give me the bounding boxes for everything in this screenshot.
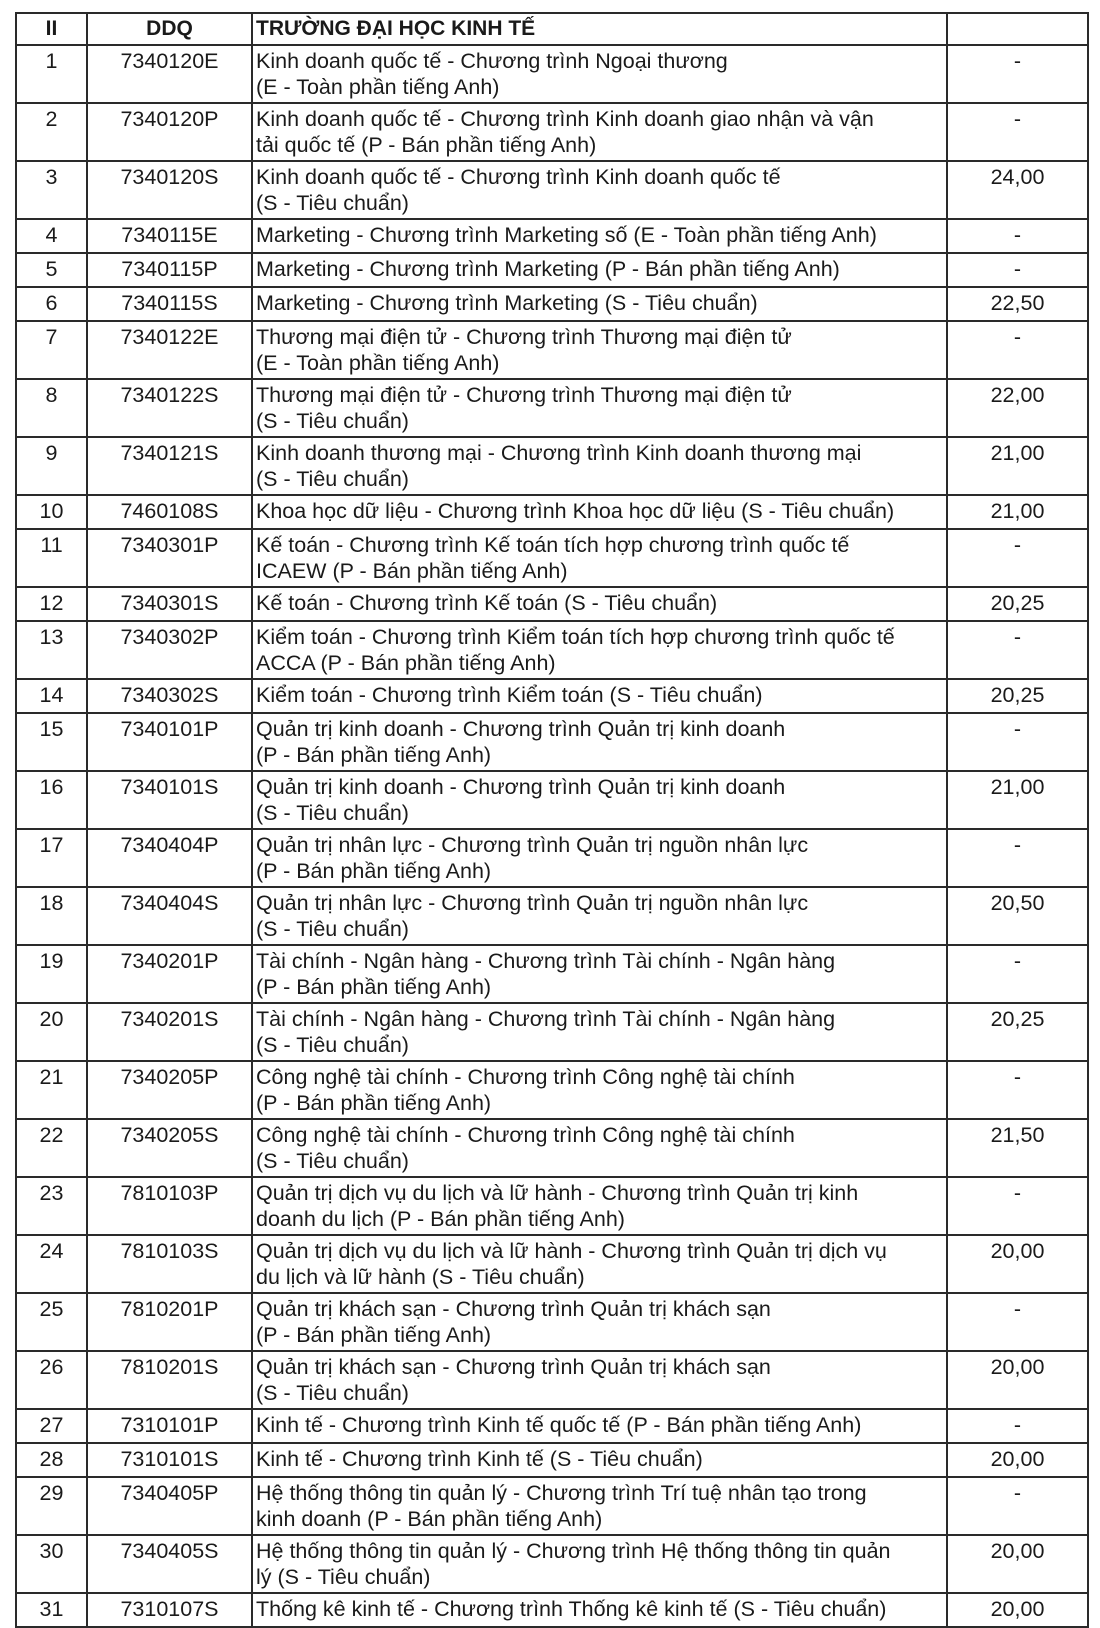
table-row — [16, 161, 1088, 219]
row-major-code: 7340115E — [87, 219, 252, 253]
table-row — [16, 771, 1088, 829]
table-row — [16, 321, 1088, 379]
row-stt: 20 — [16, 1003, 87, 1061]
program-name-line: Công nghệ tài chính - Chương trình Công nghệ tài chính — [256, 1123, 795, 1147]
program-name-line: Hệ thống thông tin quản lý - Chương trình Trí tuệ nhân tạo trong — [256, 1481, 867, 1505]
program-name-line: Quản trị dịch vụ du lịch và lữ hành - Chương trình Quản trị kinh — [256, 1181, 859, 1205]
table-row — [16, 1351, 1088, 1409]
program-name-line: Công nghệ tài chính - Chương trình Công nghệ tài chính — [256, 1065, 795, 1089]
table-row — [16, 1177, 1088, 1235]
row-score: - — [947, 1477, 1088, 1535]
row-major-code: 7340115P — [87, 253, 252, 287]
row-score: 20,00 — [947, 1351, 1088, 1409]
row-score: 20,50 — [947, 887, 1088, 945]
table-row — [16, 1477, 1088, 1535]
row-score: - — [947, 45, 1088, 103]
table-row — [16, 379, 1088, 437]
row-stt: 25 — [16, 1293, 87, 1351]
row-major-code: 7310101S — [87, 1443, 252, 1477]
row-program-name — [252, 321, 947, 379]
row-major-code: 7340404P — [87, 829, 252, 887]
row-stt: 3 — [16, 161, 87, 219]
table-row — [16, 1061, 1088, 1119]
row-program-name — [252, 587, 947, 621]
row-major-code: 7310107S — [87, 1593, 252, 1627]
row-program-name — [252, 1235, 947, 1293]
table-row — [16, 679, 1088, 713]
row-program-name — [252, 829, 947, 887]
program-name-line: (E - Toàn phần tiếng Anh) — [256, 75, 500, 99]
row-program-name — [252, 1351, 947, 1409]
row-score: - — [947, 253, 1088, 287]
program-name-line: Hệ thống thông tin quản lý - Chương trình Hệ thống thông tin quản — [256, 1539, 891, 1563]
program-name-line: Quản trị nhân lực - Chương trình Quản trị nguồn nhân lực — [256, 891, 809, 915]
row-stt: 12 — [16, 587, 87, 621]
row-program-name — [252, 437, 947, 495]
program-name-line: (P - Bán phần tiếng Anh) — [256, 975, 492, 999]
row-major-code: 7340121S — [87, 437, 252, 495]
row-program-name — [252, 713, 947, 771]
row-program-name — [252, 679, 947, 713]
program-name-line: Kinh doanh quốc tế - Chương trình Kinh doanh giao nhận và vận — [256, 107, 874, 131]
program-name-line: Thương mại điện tử - Chương trình Thương mại điện tử — [256, 383, 792, 407]
table-row — [16, 1235, 1088, 1293]
row-program-name — [252, 219, 947, 253]
table-row — [16, 437, 1088, 495]
row-major-code: 7340205P — [87, 1061, 252, 1119]
row-program-name — [252, 1477, 947, 1535]
table-row — [16, 713, 1088, 771]
table-row — [16, 529, 1088, 587]
program-name-line: du lịch và lữ hành (S - Tiêu chuẩn) — [256, 1265, 585, 1289]
row-major-code: 7810103S — [87, 1235, 252, 1293]
program-name-line: Kế toán - Chương trình Kế toán tích hợp chương trình quốc tế — [256, 533, 850, 557]
row-score: - — [947, 945, 1088, 1003]
table-row — [16, 1535, 1088, 1593]
row-stt: 8 — [16, 379, 87, 437]
program-name-line: Quản trị khách sạn - Chương trình Quản trị khách sạn — [256, 1297, 771, 1321]
row-score: 20,25 — [947, 1003, 1088, 1061]
row-score: 21,00 — [947, 495, 1088, 529]
row-major-code: 7340201P — [87, 945, 252, 1003]
program-name-line: Kinh tế - Chương trình Kinh tế (S - Tiêu chuẩn) — [256, 1447, 703, 1471]
program-name-line: (S - Tiêu chuẩn) — [256, 801, 409, 825]
row-stt: 16 — [16, 771, 87, 829]
row-major-code: 7340301S — [87, 587, 252, 621]
table-row — [16, 945, 1088, 1003]
row-program-name — [252, 945, 947, 1003]
table-row — [16, 1003, 1088, 1061]
row-stt: 22 — [16, 1119, 87, 1177]
row-program-name — [252, 1061, 947, 1119]
row-stt: 24 — [16, 1235, 87, 1293]
row-score: - — [947, 321, 1088, 379]
program-name-line: Kiểm toán - Chương trình Kiểm toán (S - Tiêu chuẩn) — [256, 683, 763, 707]
program-name-line: ICAEW (P - Bán phần tiếng Anh) — [256, 559, 568, 583]
row-major-code: 7810201S — [87, 1351, 252, 1409]
program-name-line: (S - Tiêu chuẩn) — [256, 409, 409, 433]
program-name-line: kinh doanh (P - Bán phần tiếng Anh) — [256, 1507, 603, 1531]
row-stt: 30 — [16, 1535, 87, 1593]
row-score: 20,00 — [947, 1443, 1088, 1477]
row-score: - — [947, 103, 1088, 161]
program-name-line: (S - Tiêu chuẩn) — [256, 1381, 409, 1405]
row-stt: 18 — [16, 887, 87, 945]
program-name-line: (S - Tiêu chuẩn) — [256, 467, 409, 491]
row-stt: 27 — [16, 1409, 87, 1443]
table-row — [16, 621, 1088, 679]
row-program-name — [252, 253, 947, 287]
row-program-name — [252, 771, 947, 829]
row-score: 21,50 — [947, 1119, 1088, 1177]
row-score: 20,25 — [947, 587, 1088, 621]
row-major-code: 7810201P — [87, 1293, 252, 1351]
row-score: - — [947, 621, 1088, 679]
row-stt: 5 — [16, 253, 87, 287]
program-name-line: Marketing - Chương trình Marketing (S - Tiêu chuẩn) — [256, 291, 758, 315]
row-program-name — [252, 1593, 947, 1627]
program-name-line: Kinh tế - Chương trình Kinh tế quốc tế (P - Bán phần tiếng Anh) — [256, 1413, 862, 1437]
program-name-line: Kế toán - Chương trình Kế toán (S - Tiêu chuẩn) — [256, 591, 718, 615]
row-program-name — [252, 1119, 947, 1177]
row-major-code: 7310101P — [87, 1409, 252, 1443]
table-row — [16, 287, 1088, 321]
program-name-line: Kiểm toán - Chương trình Kiểm toán tích hợp chương trình quốc tế — [256, 625, 895, 649]
program-name-line: Thống kê kinh tế - Chương trình Thống kê kinh tế (S - Tiêu chuẩn) — [256, 1597, 887, 1621]
program-name-line: Tài chính - Ngân hàng - Chương trình Tài chính - Ngân hàng — [256, 949, 836, 973]
row-score: 21,00 — [947, 437, 1088, 495]
row-stt: 15 — [16, 713, 87, 771]
row-score: 21,00 — [947, 771, 1088, 829]
row-program-name — [252, 1443, 947, 1477]
row-stt: 19 — [16, 945, 87, 1003]
row-major-code: 7340302S — [87, 679, 252, 713]
row-program-name — [252, 495, 947, 529]
table-row — [16, 587, 1088, 621]
header-school-code: DDQ — [87, 13, 252, 45]
row-program-name — [252, 103, 947, 161]
program-name-line: Tài chính - Ngân hàng - Chương trình Tài chính - Ngân hàng — [256, 1007, 836, 1031]
row-program-name — [252, 529, 947, 587]
row-stt: 28 — [16, 1443, 87, 1477]
row-score: 20,25 — [947, 679, 1088, 713]
program-name-line: Kinh doanh thương mại - Chương trình Kinh doanh thương mại — [256, 441, 862, 465]
row-stt: 23 — [16, 1177, 87, 1235]
program-name-line: tải quốc tế (P - Bán phần tiếng Anh) — [256, 133, 597, 157]
row-major-code: 7340201S — [87, 1003, 252, 1061]
program-name-line: (E - Toàn phần tiếng Anh) — [256, 351, 500, 375]
row-major-code: 7340404S — [87, 887, 252, 945]
row-major-code: 7340405S — [87, 1535, 252, 1593]
row-score: - — [947, 219, 1088, 253]
program-name-line: Kinh doanh quốc tế - Chương trình Ngoại thương — [256, 49, 728, 73]
table-row — [16, 495, 1088, 529]
table-row — [16, 829, 1088, 887]
row-score: 20,00 — [947, 1593, 1088, 1627]
table-header-row — [16, 13, 1088, 45]
row-major-code: 7340301P — [87, 529, 252, 587]
row-major-code: 7340205S — [87, 1119, 252, 1177]
row-score: - — [947, 829, 1088, 887]
row-score: - — [947, 1293, 1088, 1351]
row-major-code: 7340101S — [87, 771, 252, 829]
row-stt: 14 — [16, 679, 87, 713]
row-major-code: 7340302P — [87, 621, 252, 679]
program-name-line: Thương mại điện tử - Chương trình Thương mại điện tử — [256, 325, 792, 349]
program-name-line: Marketing - Chương trình Marketing số (E - Toàn phần tiếng Anh) — [256, 223, 877, 247]
table-row — [16, 1443, 1088, 1477]
program-name-line: (S - Tiêu chuẩn) — [256, 1033, 409, 1057]
program-name-line: Khoa học dữ liệu - Chương trình Khoa học dữ liệu (S - Tiêu chuẩn) — [256, 499, 895, 523]
table-row — [16, 1119, 1088, 1177]
row-major-code: 7340120E — [87, 45, 252, 103]
program-name-line: Quản trị kinh doanh - Chương trình Quản trị kinh doanh — [256, 775, 786, 799]
row-program-name — [252, 1409, 947, 1443]
program-name-line: Kinh doanh quốc tế - Chương trình Kinh doanh quốc tế — [256, 165, 781, 189]
program-name-line: Marketing - Chương trình Marketing (P - Bán phần tiếng Anh) — [256, 257, 840, 281]
row-stt: 21 — [16, 1061, 87, 1119]
row-stt: 7 — [16, 321, 87, 379]
program-name-line: (P - Bán phần tiếng Anh) — [256, 1091, 492, 1115]
program-name-line: Quản trị kinh doanh - Chương trình Quản trị kinh doanh — [256, 717, 786, 741]
row-major-code: 7340120S — [87, 161, 252, 219]
program-name-line: (P - Bán phần tiếng Anh) — [256, 743, 492, 767]
row-score: 20,00 — [947, 1535, 1088, 1593]
row-score: - — [947, 1409, 1088, 1443]
row-program-name — [252, 1535, 947, 1593]
program-name-line: (P - Bán phần tiếng Anh) — [256, 859, 492, 883]
program-name-line: Quản trị khách sạn - Chương trình Quản trị khách sạn — [256, 1355, 771, 1379]
row-program-name — [252, 287, 947, 321]
row-stt: 4 — [16, 219, 87, 253]
table-row — [16, 253, 1088, 287]
table-row — [16, 1409, 1088, 1443]
table-row — [16, 45, 1088, 103]
header-school-name: TRƯỜNG ĐẠI HỌC KINH TẾ — [252, 13, 947, 45]
row-program-name — [252, 621, 947, 679]
row-stt: 17 — [16, 829, 87, 887]
program-name-line: Quản trị dịch vụ du lịch và lữ hành - Chương trình Quản trị dịch vụ — [256, 1239, 887, 1263]
row-score: - — [947, 1177, 1088, 1235]
row-score: 20,00 — [947, 1235, 1088, 1293]
row-score: - — [947, 713, 1088, 771]
row-program-name — [252, 1177, 947, 1235]
row-stt: 11 — [16, 529, 87, 587]
row-major-code: 7340405P — [87, 1477, 252, 1535]
row-stt: 10 — [16, 495, 87, 529]
program-name-line: lý (S - Tiêu chuẩn) — [256, 1565, 431, 1589]
table-row — [16, 1293, 1088, 1351]
row-major-code: 7340122S — [87, 379, 252, 437]
row-stt: 6 — [16, 287, 87, 321]
row-score: 22,50 — [947, 287, 1088, 321]
header-score — [947, 13, 1088, 45]
program-name-line: doanh du lịch (P - Bán phần tiếng Anh) — [256, 1207, 625, 1231]
table-row — [16, 219, 1088, 253]
row-score: 24,00 — [947, 161, 1088, 219]
row-major-code: 7810103P — [87, 1177, 252, 1235]
row-major-code: 7460108S — [87, 495, 252, 529]
program-name-line: (S - Tiêu chuẩn) — [256, 1149, 409, 1173]
program-name-line: (S - Tiêu chuẩn) — [256, 917, 409, 941]
row-stt: 13 — [16, 621, 87, 679]
table-row — [16, 1593, 1088, 1627]
admission-score-table — [15, 12, 1089, 1628]
program-name-line: (P - Bán phần tiếng Anh) — [256, 1323, 492, 1347]
row-stt: 9 — [16, 437, 87, 495]
program-name-line: Quản trị nhân lực - Chương trình Quản trị nguồn nhân lực — [256, 833, 809, 857]
row-program-name — [252, 45, 947, 103]
table-row — [16, 103, 1088, 161]
table-row — [16, 887, 1088, 945]
row-program-name — [252, 161, 947, 219]
row-major-code: 7340122E — [87, 321, 252, 379]
row-stt: 1 — [16, 45, 87, 103]
row-major-code: 7340115S — [87, 287, 252, 321]
program-name-line: (S - Tiêu chuẩn) — [256, 191, 409, 215]
row-program-name — [252, 1003, 947, 1061]
row-stt: 29 — [16, 1477, 87, 1535]
row-stt: 2 — [16, 103, 87, 161]
header-stt: II — [16, 13, 87, 45]
row-score: - — [947, 529, 1088, 587]
row-score: - — [947, 1061, 1088, 1119]
table-body — [16, 45, 1088, 1627]
row-program-name — [252, 1293, 947, 1351]
row-program-name — [252, 887, 947, 945]
program-name-line: ACCA (P - Bán phần tiếng Anh) — [256, 651, 556, 675]
row-major-code: 7340120P — [87, 103, 252, 161]
row-stt: 26 — [16, 1351, 87, 1409]
row-major-code: 7340101P — [87, 713, 252, 771]
row-score: 22,00 — [947, 379, 1088, 437]
row-stt: 31 — [16, 1593, 87, 1627]
row-program-name — [252, 379, 947, 437]
